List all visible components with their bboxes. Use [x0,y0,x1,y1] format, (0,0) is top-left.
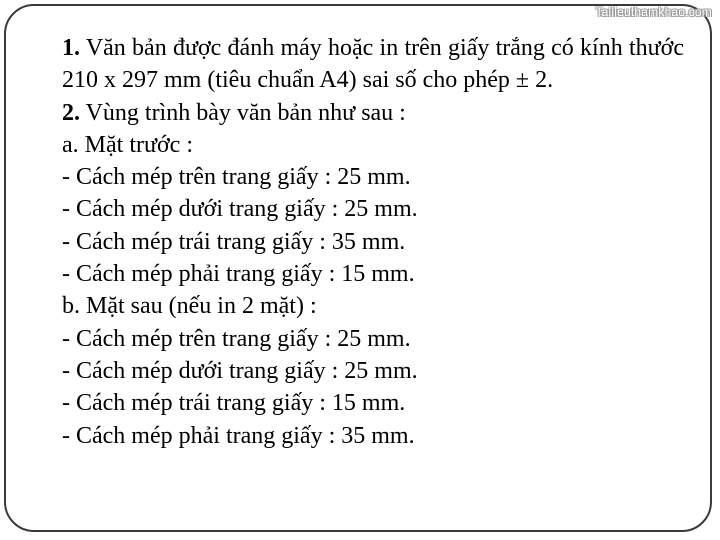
front-margin-left: - Cách mép trái trang giấy : 35 mm. [62,228,406,255]
section-2-text: Vùng trình bày văn bản như sau : [80,99,406,126]
back-margin-bottom: - Cách mép dưới trang giấy : 25 mm. [62,357,418,384]
front-margin-top: - Cách mép trên trang giấy : 25 mm. [62,164,411,191]
back-margin-right: - Cách mép phải trang giấy : 35 mm. [62,422,415,449]
back-side-heading: b. Mặt sau (nếu in 2 mặt) : [62,293,317,320]
back-margin-left: - Cách mép trái trang giấy : 15 mm. [62,390,406,417]
front-side-heading: a. Mặt trước : [62,131,193,158]
back-margin-top: - Cách mép trên trang giấy : 25 mm. [62,325,411,352]
front-margin-right: - Cách mép phải trang giấy : 15 mm. [62,261,415,288]
section-1-text: Văn bản được đánh máy hoặc in trên giấy trắng có kính thước 210 x 297 mm (tiêu chuẩn A4) sai số cho phép ± 2. [62,35,684,94]
section-2-number: 2. [62,99,80,126]
slide-content [62,32,684,452]
front-margin-bottom: - Cách mép dưới trang giấy : 25 mm. [62,196,418,223]
section-2-paragraph [62,97,684,129]
watermark: Tailieuthamkhao.com [595,5,712,19]
section-1-paragraph [62,32,684,97]
section-1-number: 1. [62,35,80,61]
